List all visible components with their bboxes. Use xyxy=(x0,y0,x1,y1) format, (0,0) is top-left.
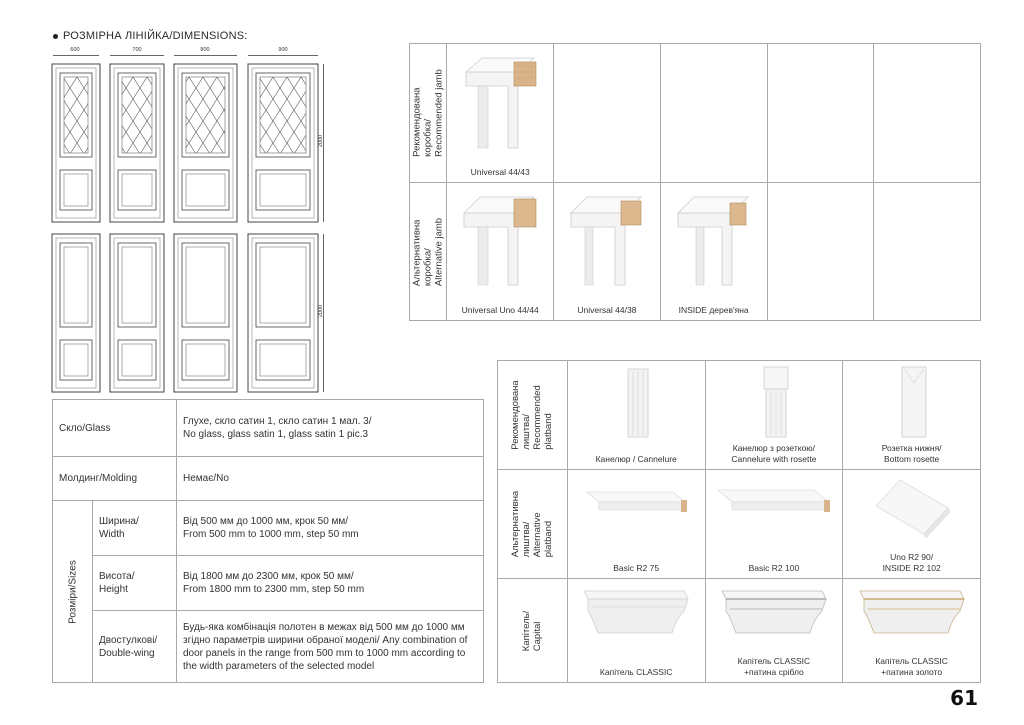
platband-item-label: Розетка нижня/ Bottom rosette xyxy=(881,443,942,464)
platband-item-label: Basic R2 75 xyxy=(613,563,660,573)
platband-item-label: Канелюр / Cannelure xyxy=(595,454,677,464)
platband-cell xyxy=(567,470,705,579)
sizes-label: Розміри/Sizes xyxy=(67,559,78,624)
jamb-cell xyxy=(447,183,554,321)
height-value: Від 1800 мм до 2300 мм, крок 50 мм/ From 1800 mm to 2300 mm, step 50 mm xyxy=(177,556,484,611)
empty-cell xyxy=(874,44,981,183)
capital-item-label: Капітель CLASSIC +патина срібло xyxy=(737,656,811,677)
page-number: 61 xyxy=(950,686,978,710)
door-glazed-600 xyxy=(52,64,100,222)
recommended-platband-header xyxy=(498,361,568,470)
alternative-platband-header xyxy=(498,470,568,579)
jamb-universal-38-image xyxy=(563,191,651,287)
empty-cell xyxy=(767,183,874,321)
door-glazed-900 xyxy=(248,64,318,222)
height-label-bottom: 2000 xyxy=(318,304,325,318)
capital-cell xyxy=(705,579,843,683)
capital-label: Капітель/ Capital xyxy=(521,610,544,651)
double-wing-value: Будь-яка комбінація полотен в межах від 500 мм до 1000 мм згідно параметрів ширини обраної моделі/ Any combination of door panels in the range from 500 mm to 1000 mm according to the width parameters of the selected model xyxy=(177,611,484,683)
recommended-jamb-header xyxy=(410,44,447,183)
empty-cell xyxy=(660,44,767,183)
door-blind-800 xyxy=(174,234,237,392)
double-wing-label: Двостулкові/ Double-wing xyxy=(93,611,177,683)
spec-table xyxy=(52,399,484,683)
platband-cell xyxy=(567,361,705,470)
capital-cell xyxy=(567,579,705,683)
height-label: Висота/ Height xyxy=(93,556,177,611)
door-blind-600 xyxy=(52,234,100,392)
capital-header xyxy=(498,579,568,683)
jamb-cell xyxy=(447,44,554,183)
jamb-cell xyxy=(554,183,661,321)
platband-grid xyxy=(497,360,981,683)
section-title-text: РОЗМІРНА ЛІНІЙКА/DIMENSIONS: xyxy=(63,30,248,42)
jamb-grid xyxy=(409,43,981,321)
alternative-platband-label: Альтернативна лиштва/ Alternative platband xyxy=(510,490,555,558)
width-value: Від 500 мм до 1000 мм, крок 50 мм/ From 500 mm to 1000 mm, step 50 mm xyxy=(177,501,484,556)
door-glazed-800 xyxy=(174,64,237,222)
empty-cell xyxy=(874,183,981,321)
jamb-item-label: Universal Uno 44/44 xyxy=(461,305,539,315)
recommended-platband-label: Рекомендована лиштва/ Recommended platband xyxy=(510,380,555,450)
width-label-700: 700 xyxy=(132,47,142,53)
recommended-jamb-label: Рекомендована коробка/ Recommended jamb xyxy=(411,69,445,157)
platband-cell xyxy=(843,361,981,470)
uno-r2-90-image xyxy=(870,476,954,538)
width-label-900: 900 xyxy=(278,47,288,53)
jamb-item-label: Universal 44/38 xyxy=(577,305,637,315)
jamb-universal-uno-image xyxy=(456,191,544,287)
platband-item-label: Basic R2 100 xyxy=(748,563,800,573)
capital-classic-silver-image xyxy=(718,587,830,639)
platband-cell xyxy=(705,470,843,579)
platband-cell xyxy=(843,470,981,579)
jamb-item-label: INSIDE дерев'яна xyxy=(678,305,749,315)
door-drawings xyxy=(0,0,330,395)
alternative-jamb-header xyxy=(410,183,447,321)
glass-value: Глухе, скло сатин 1, скло сатин 1 мал. 3/ No glass, glass satin 1, glass satin 1 pic.3 xyxy=(177,400,484,457)
capital-item-label: Капітель CLASSIC xyxy=(599,667,673,677)
basic-r2-75-image xyxy=(581,486,691,526)
sizes-label-cell xyxy=(53,501,93,683)
alternative-jamb-label: Альтернативна коробка/ Alternative jamb xyxy=(411,217,445,286)
glass-label: Скло/Glass xyxy=(53,400,177,457)
capital-classic-gold-image xyxy=(856,587,968,639)
door-glazed-700 xyxy=(110,64,164,222)
bottom-rosette-image xyxy=(892,365,932,439)
cannelure-image xyxy=(616,367,656,439)
jamb-universal-image xyxy=(458,52,542,150)
door-blind-900 xyxy=(248,234,318,392)
empty-cell xyxy=(767,44,874,183)
molding-value: Немає/No xyxy=(177,457,484,501)
jamb-item-label: Universal 44/43 xyxy=(470,167,530,177)
width-label-800: 800 xyxy=(200,47,210,53)
basic-r2-100-image xyxy=(714,484,834,528)
capital-cell xyxy=(843,579,981,683)
cannelure-rosette-image xyxy=(754,365,794,439)
width-label: Ширина/ Width xyxy=(93,501,177,556)
door-blind-700 xyxy=(110,234,164,392)
platband-cell xyxy=(705,361,843,470)
jamb-cell xyxy=(660,183,767,321)
capital-item-label: Капітель CLASSIC +патина золото xyxy=(875,656,948,677)
platband-item-label: Канелюр з розеткою/ Cannelure with rosette xyxy=(731,443,817,464)
molding-label: Молдинг/Molding xyxy=(53,457,177,501)
width-label-600: 600 xyxy=(70,47,80,53)
height-label-top: 2000 xyxy=(318,134,325,148)
jamb-inside-image xyxy=(670,191,758,287)
capital-classic-image xyxy=(580,587,692,639)
platband-item-label: Uno R2 90/ INSIDE R2 102 xyxy=(882,552,941,573)
empty-cell xyxy=(554,44,661,183)
